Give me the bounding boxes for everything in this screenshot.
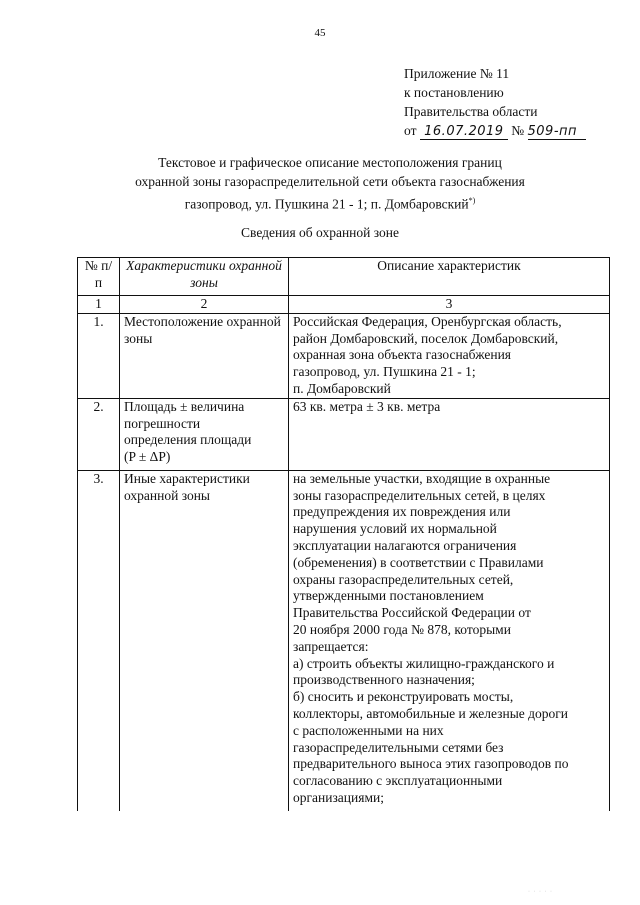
title-line-3: газопровод, ул. Пушкина 21 - 1; п. Домбаровский	[184, 196, 469, 212]
header-row	[78, 258, 610, 296]
handwritten-date: 16.07.2019	[424, 124, 504, 139]
row-description: 63 кв. метра ± 3 кв. метра	[289, 398, 610, 470]
header-description: Описание характеристик	[289, 258, 610, 296]
text-line: газопровод, ул. Пушкина 21 - 1;	[293, 364, 476, 380]
text-line: запрещается:	[293, 638, 369, 654]
text-line: с расположенными на них	[293, 722, 444, 738]
date-prefix: от	[404, 123, 417, 138]
text-line: (обременения) в соответствии с Правилами	[293, 554, 544, 570]
number-field	[528, 124, 586, 140]
text-line: п. Домбаровский	[293, 380, 391, 396]
date-field	[420, 124, 508, 140]
text-line: Иные характеристики	[124, 470, 250, 486]
table-row	[78, 470, 610, 810]
cell-spacer	[293, 807, 605, 811]
table-row	[78, 313, 610, 398]
footnote-mark: *)	[468, 196, 476, 205]
appendix-date-line	[404, 121, 586, 140]
text-line: Российская Федерация, Оренбургская область,	[293, 313, 562, 329]
row-number: 1.	[78, 313, 120, 398]
text-line: охранная зона объекта газоснабжения	[293, 347, 512, 363]
appendix-line-3: Правительства области	[404, 104, 538, 119]
text-line: предварительного выноса этих газопроводов по	[293, 756, 569, 772]
text-line: утвержденными постановлением	[293, 588, 484, 604]
col-number-1: 1	[78, 296, 120, 314]
text-line: производственного назначения;	[293, 672, 475, 688]
appendix-block	[404, 64, 586, 140]
header-characteristic: Характеристики охранной зоны	[120, 258, 289, 296]
text-line: коллекторы, автомобильные и железные дороги	[293, 705, 569, 721]
col-number-3: 3	[289, 296, 610, 314]
row-characteristic: Местоположение охранной зоны	[120, 313, 289, 398]
row-characteristic	[120, 398, 289, 470]
text-line: предупреждения их повреждения или	[293, 504, 511, 520]
row-number: 2.	[78, 398, 120, 470]
header-num: № п/п	[78, 258, 120, 296]
title-line-3-wrap	[60, 191, 600, 214]
text-line: определения площади	[124, 432, 252, 448]
appendix-line-2: к постановлению	[404, 85, 504, 100]
text-line: согласованию с эксплуатационными	[293, 773, 503, 789]
text-line: зоны газораспределительных сетей, в целях	[293, 487, 546, 503]
text-line: нарушения условий их нормальной	[293, 521, 497, 537]
col-number-2: 2	[120, 296, 289, 314]
page-number: 45	[314, 27, 326, 39]
text-line: 20 ноября 2000 года № 878, которыми	[293, 621, 511, 637]
text-line: Правительства Российской Федерации от	[293, 605, 531, 621]
row-description	[289, 470, 610, 810]
column-number-row	[78, 296, 610, 314]
text-line: б) сносить и реконструировать мосты,	[293, 689, 514, 705]
row-characteristic	[120, 470, 289, 810]
text-line: газораспределительными сетями без	[293, 739, 504, 755]
section-subtitle: Сведения об охранной зоне	[241, 225, 399, 240]
text-line: организациями;	[293, 789, 384, 805]
title-line-1: Текстовое и графическое описание местоположения границ	[158, 155, 502, 170]
row-number: 3.	[78, 470, 120, 810]
number-prefix: №	[511, 123, 525, 138]
handwritten-number: 509-пп	[527, 124, 578, 139]
title-line-2: охранной зоны газораспределительной сети объекта газоснабжения	[135, 174, 525, 189]
text-line: эксплуатации налагаются ограничения	[293, 537, 517, 553]
row-description	[289, 313, 610, 398]
text-line: Площадь ± величина	[124, 398, 245, 414]
zone-info-table	[77, 257, 610, 811]
text-line: охраны газораспределительных сетей,	[293, 571, 514, 587]
text-line: охранной зоны	[124, 487, 211, 503]
document-title	[60, 153, 600, 214]
scan-artifact: · · · · ·	[528, 889, 553, 895]
text-line: район Домбаровский, поселок Домбаровский,	[293, 330, 559, 346]
text-line: на земельные участки, входящие в охранные	[293, 470, 551, 486]
appendix-line-1: Приложение № 11	[404, 66, 510, 81]
text-line: погрешности	[124, 415, 201, 431]
table-row	[78, 398, 610, 470]
text-line: (P ± ΔP)	[124, 449, 171, 465]
text-line: а) строить объекты жилищно-гражданского и	[293, 655, 555, 671]
